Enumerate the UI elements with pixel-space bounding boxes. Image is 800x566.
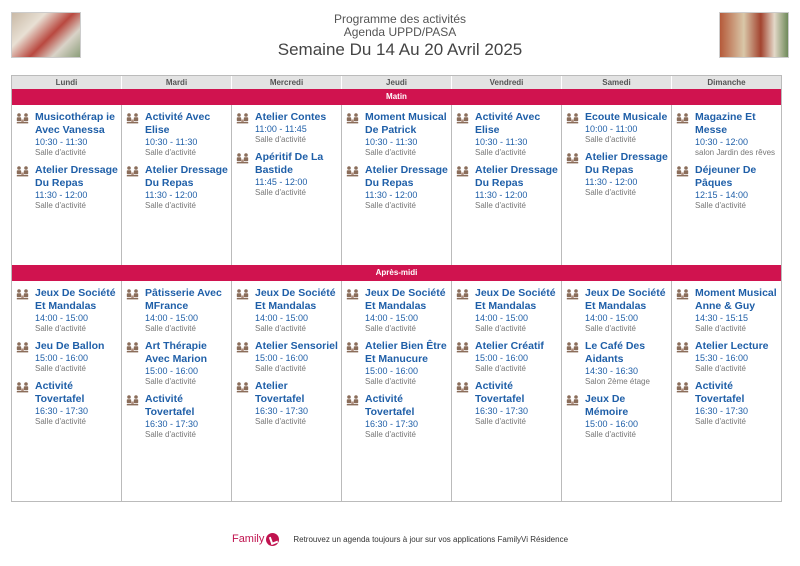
activity-time: 11:30 - 12:00 (35, 190, 88, 200)
day-cell-mercredi (231, 281, 341, 501)
people-group-icon (566, 342, 579, 387)
activity-item (566, 393, 668, 440)
day-cell-vendredi (451, 105, 561, 265)
activity-title: Jeux De Société Et Mandalas (365, 287, 446, 312)
activity-item (126, 111, 228, 158)
people-group-icon (346, 113, 359, 158)
day-cell-samedi (561, 105, 671, 265)
people-group-icon (456, 289, 469, 334)
activity-text (35, 380, 118, 427)
activity-text (35, 111, 118, 158)
activity-title: Jeux De Mémoire (585, 393, 629, 418)
familyvi-logo-text: Family (231, 533, 265, 545)
people-group-icon (456, 382, 469, 427)
activity-title: Atelier Contes (255, 111, 327, 123)
activity-item (346, 393, 448, 440)
activity-item (566, 151, 668, 198)
activity-time: 15:00 - 16:00 (365, 366, 419, 376)
activity-title: Activité Tovertafel (475, 380, 525, 405)
row-apres-midi (12, 281, 781, 501)
people-group-icon (346, 166, 359, 211)
activity-item (126, 393, 228, 440)
activity-place: Salle d'activité (585, 188, 636, 197)
day-cell-jeudi (341, 105, 451, 265)
agenda-grid (11, 75, 782, 502)
activity-title: Le Café Des Aidants (585, 340, 646, 365)
activity-time: 16:30 - 17:30 (695, 406, 749, 416)
activity-title: Moment Musical De Patrick (365, 111, 447, 136)
activity-text (475, 111, 558, 158)
activity-title: Atelier Dressage Du Repas (145, 164, 228, 189)
activity-text (475, 340, 558, 374)
activity-text (695, 164, 778, 211)
people-group-icon (676, 382, 689, 427)
activity-time: 11:30 - 12:00 (585, 177, 638, 187)
activity-title: Jeu De Ballon (35, 340, 105, 352)
row-matin (12, 105, 781, 265)
activity-text (365, 393, 448, 440)
activity-place: Salle d'activité (145, 148, 196, 157)
activity-place: Salle d'activité (475, 417, 526, 426)
people-group-icon (236, 342, 249, 374)
activity-time: 15:00 - 16:00 (35, 353, 89, 363)
activity-time: 15:00 - 16:00 (585, 419, 639, 429)
activity-title: Magazine Et Messe (695, 111, 756, 136)
activity-item (676, 111, 778, 158)
activity-place: Salle d'activité (585, 135, 636, 144)
day-cell-jeudi (341, 281, 451, 501)
activity-text (475, 380, 558, 427)
activity-text (365, 340, 448, 387)
activity-time: 15:30 - 16:00 (695, 353, 749, 363)
activity-time: 15:00 - 16:00 (475, 353, 529, 363)
activity-time: 14:00 - 15:00 (35, 313, 89, 323)
people-group-icon (126, 113, 139, 158)
activity-place: Salle d'activité (255, 188, 306, 197)
activity-text (695, 287, 778, 334)
day-cell-lundi (12, 105, 121, 265)
people-group-icon (566, 289, 579, 334)
activity-place: Salle d'activité (255, 135, 306, 144)
people-group-icon (346, 395, 359, 440)
day-cell-lundi (12, 281, 121, 501)
activity-text (365, 287, 448, 334)
activity-text (695, 340, 778, 374)
activity-item (456, 164, 558, 211)
header-subtitle: Agenda UPPD/PASA (343, 25, 457, 39)
people-group-icon (566, 395, 579, 440)
activity-place: Salle d'activité (695, 417, 746, 426)
activity-place: Salle d'activité (35, 324, 86, 333)
activity-item (16, 380, 118, 427)
activity-title: Activité Tovertafel (35, 380, 85, 405)
activity-item (236, 111, 338, 145)
activity-text (475, 164, 558, 211)
activity-time: 16:30 - 17:30 (255, 406, 309, 416)
people-group-icon (566, 113, 579, 145)
activity-text (35, 340, 118, 374)
section-apres-midi: Après-midi (12, 265, 781, 281)
activity-time: 10:30 - 11:30 (475, 137, 528, 147)
activity-title: Activité Avec Elise (145, 111, 211, 136)
people-group-icon (456, 342, 469, 374)
activity-time: 11:30 - 12:00 (475, 190, 528, 200)
day-head-samedi: Samedi (561, 76, 671, 89)
day-cell-samedi (561, 281, 671, 501)
activity-place: Salle d'activité (365, 377, 416, 386)
activity-text (585, 111, 668, 145)
activity-place: Salle d'activité (255, 417, 306, 426)
activity-place: Salle d'activité (695, 324, 746, 333)
activity-time: 14:00 - 15:00 (145, 313, 199, 323)
activity-place: Salle d'activité (365, 148, 416, 157)
activity-text (255, 111, 338, 145)
activity-item (126, 340, 228, 387)
activity-time: 10:30 - 11:30 (35, 137, 88, 147)
day-cell-mardi (121, 281, 231, 501)
activity-text (695, 111, 778, 158)
activity-title: Activité Tovertafel (145, 393, 195, 418)
activity-item (566, 287, 668, 334)
activity-place: Salle d'activité (255, 324, 306, 333)
activity-text (145, 393, 228, 440)
activity-place: Salle d'activité (145, 430, 196, 439)
activity-title: Atelier Dressage Du Repas (585, 151, 668, 176)
activity-time: 14:00 - 15:00 (585, 313, 639, 323)
activity-title: Activité Tovertafel (695, 380, 745, 405)
activity-place: Salle d'activité (695, 201, 746, 210)
activity-time: 10:00 - 11:00 (585, 124, 638, 134)
activity-place: Salle d'activité (35, 201, 86, 210)
activity-place: Salle d'activité (365, 201, 416, 210)
activity-time: 10:30 - 12:00 (695, 137, 749, 147)
activity-title: Atelier Dressage Du Repas (475, 164, 558, 189)
people-group-icon (346, 289, 359, 334)
activity-item (456, 340, 558, 374)
activity-item (236, 151, 338, 198)
people-group-icon (346, 342, 359, 387)
people-group-icon (16, 289, 29, 334)
activity-text (35, 164, 118, 211)
activity-place: Salle d'activité (365, 430, 416, 439)
activity-time: 16:30 - 17:30 (35, 406, 89, 416)
day-head-mercredi: Mercredi (231, 76, 341, 89)
activity-time: 11:00 - 11:45 (255, 124, 307, 134)
people-group-icon (676, 289, 689, 334)
activity-time: 14:00 - 15:00 (255, 313, 309, 323)
header-title: Programme des activités (333, 12, 467, 26)
footer-text: Retrouvez un agenda toujours à jour sur vos applications FamilyVi Résidence (293, 534, 569, 544)
activity-place: salon Jardin des rêves (695, 148, 776, 157)
activity-text (255, 287, 338, 334)
people-group-icon (676, 342, 689, 374)
people-group-icon (16, 382, 29, 427)
activity-text (585, 287, 668, 334)
activity-time: 11:30 - 12:00 (365, 190, 418, 200)
activity-text (475, 287, 558, 334)
activity-title: Atelier Tovertafel (255, 380, 305, 405)
activity-item (346, 111, 448, 158)
activity-title: Atelier Dressage Du Repas (35, 164, 118, 189)
activity-title: Moment Musical Anne & Guy (695, 287, 777, 312)
activity-place: Salle d'activité (145, 201, 196, 210)
activity-place: Salle d'activité (695, 364, 746, 373)
activity-title: Ecoute Musicale (585, 111, 668, 123)
activity-item (456, 380, 558, 427)
activity-place: Salle d'activité (145, 324, 196, 333)
people-group-icon (236, 289, 249, 334)
activity-title: Atelier Créatif (475, 340, 544, 352)
activity-text (695, 380, 778, 427)
activity-time: 14:00 - 15:00 (475, 313, 529, 323)
activity-time: 12:15 - 14:00 (695, 190, 749, 200)
activity-time: 14:30 - 15:15 (695, 313, 749, 323)
day-cell-dimanche (671, 281, 781, 501)
activity-item (346, 287, 448, 334)
activity-title: Jeux De Société Et Mandalas (475, 287, 556, 312)
activity-text (365, 111, 448, 158)
activity-time: 10:30 - 11:30 (145, 137, 198, 147)
activity-time: 15:00 - 16:00 (255, 353, 309, 363)
section-matin: Matin (12, 89, 781, 105)
activity-title: Atelier Sensoriel (255, 340, 338, 352)
activity-place: Salle d'activité (35, 148, 86, 157)
activity-place: Salle d'activité (255, 364, 306, 373)
activity-place: Salle d'activité (145, 377, 196, 386)
people-group-icon (566, 153, 579, 198)
day-cell-vendredi (451, 281, 561, 501)
people-group-icon (16, 166, 29, 211)
activity-item (16, 287, 118, 334)
activity-item (236, 340, 338, 374)
activity-text (255, 380, 338, 427)
activity-text (145, 111, 228, 158)
day-head-dimanche: Dimanche (671, 76, 781, 89)
activity-time: 10:30 - 11:30 (365, 137, 418, 147)
activity-time: 14:00 - 15:00 (365, 313, 419, 323)
activity-item (16, 340, 118, 374)
people-group-icon (676, 166, 689, 211)
people-group-icon (236, 113, 249, 145)
activity-title: Pâtisserie Avec MFrance (145, 287, 222, 312)
activity-text (35, 287, 118, 334)
people-group-icon (16, 342, 29, 374)
activity-time: 16:30 - 17:30 (475, 406, 529, 416)
activity-time: 16:30 - 17:30 (145, 419, 199, 429)
activity-item (676, 164, 778, 211)
day-head-vendredi: Vendredi (451, 76, 561, 89)
day-header-row (12, 76, 781, 89)
familyvi-logo-icon (266, 533, 279, 546)
people-group-icon (456, 113, 469, 158)
activity-item (676, 340, 778, 374)
activity-title: Jeux De Société Et Mandalas (255, 287, 336, 312)
people-group-icon (126, 166, 139, 211)
people-group-icon (126, 342, 139, 387)
day-cell-mercredi (231, 105, 341, 265)
day-cell-dimanche (671, 105, 781, 265)
activity-text (365, 164, 448, 211)
activity-item (676, 380, 778, 427)
activity-place: Salle d'activité (35, 417, 86, 426)
people-group-icon (16, 113, 29, 158)
people-group-icon (236, 382, 249, 427)
activity-text (145, 340, 228, 387)
activity-time: 15:00 - 16:00 (145, 366, 199, 376)
activity-time: 11:30 - 12:00 (145, 190, 198, 200)
activity-text (255, 340, 338, 374)
activity-item (126, 164, 228, 211)
activity-place: Salle d'activité (585, 324, 636, 333)
day-head-jeudi: Jeudi (341, 76, 451, 89)
activity-place: Salle d'activité (475, 148, 526, 157)
people-group-icon (236, 153, 249, 198)
activity-text (585, 340, 668, 387)
activity-text (585, 393, 668, 440)
people-group-icon (126, 395, 139, 440)
activity-title: Activité Tovertafel (365, 393, 415, 418)
people-group-icon (676, 113, 689, 158)
activity-item (126, 287, 228, 334)
activity-item (16, 164, 118, 211)
activity-item (456, 287, 558, 334)
activity-item (236, 380, 338, 427)
activity-item (236, 287, 338, 334)
activity-place: Salle d'activité (365, 324, 416, 333)
activity-item (456, 111, 558, 158)
activity-item (676, 287, 778, 334)
activity-title: Musicothérap ie Avec Vanessa (35, 111, 115, 136)
activity-place: Salle d'activité (35, 364, 86, 373)
activity-item (16, 111, 118, 158)
activity-text (585, 151, 668, 198)
activity-time: 16:30 - 17:30 (365, 419, 419, 429)
people-group-icon (456, 166, 469, 211)
activity-text (145, 287, 228, 334)
activity-item (566, 340, 668, 387)
activity-text (145, 164, 228, 211)
footer (0, 529, 800, 549)
activity-title: Atelier Dressage Du Repas (365, 164, 448, 189)
activity-item (346, 164, 448, 211)
activity-title: Déjeuner De Pâques (695, 164, 757, 189)
activity-title: Jeux De Société Et Mandalas (585, 287, 666, 312)
activity-time: 11:45 - 12:00 (255, 177, 308, 187)
activity-text (255, 151, 338, 198)
activity-item (346, 340, 448, 387)
activity-time: 14:30 - 16:30 (585, 366, 639, 376)
activity-place: Salle d'activité (475, 201, 526, 210)
activity-place: Salon 2ème étage (585, 377, 650, 386)
people-group-icon (126, 289, 139, 334)
day-cell-mardi (121, 105, 231, 265)
activity-title: Activité Avec Elise (475, 111, 541, 136)
activity-item (566, 111, 668, 145)
activity-title: Atelier Bien Être Et Manucure (365, 340, 447, 365)
day-head-mardi: Mardi (121, 76, 231, 89)
activity-title: Jeux De Société Et Mandalas (35, 287, 116, 312)
day-head-lundi: Lundi (55, 78, 78, 87)
activity-title: Apéritif De La Bastide (255, 151, 324, 176)
page-header (0, 12, 800, 61)
activity-title: Art Thérapie Avec Marion (145, 340, 208, 365)
activity-place: Salle d'activité (475, 364, 526, 373)
activity-place: Salle d'activité (475, 324, 526, 333)
week-title: Semaine Du 14 Au 20 Avril 2025 (277, 40, 523, 59)
activity-place: Salle d'activité (585, 430, 636, 439)
activity-title: Atelier Lecture (695, 340, 769, 352)
